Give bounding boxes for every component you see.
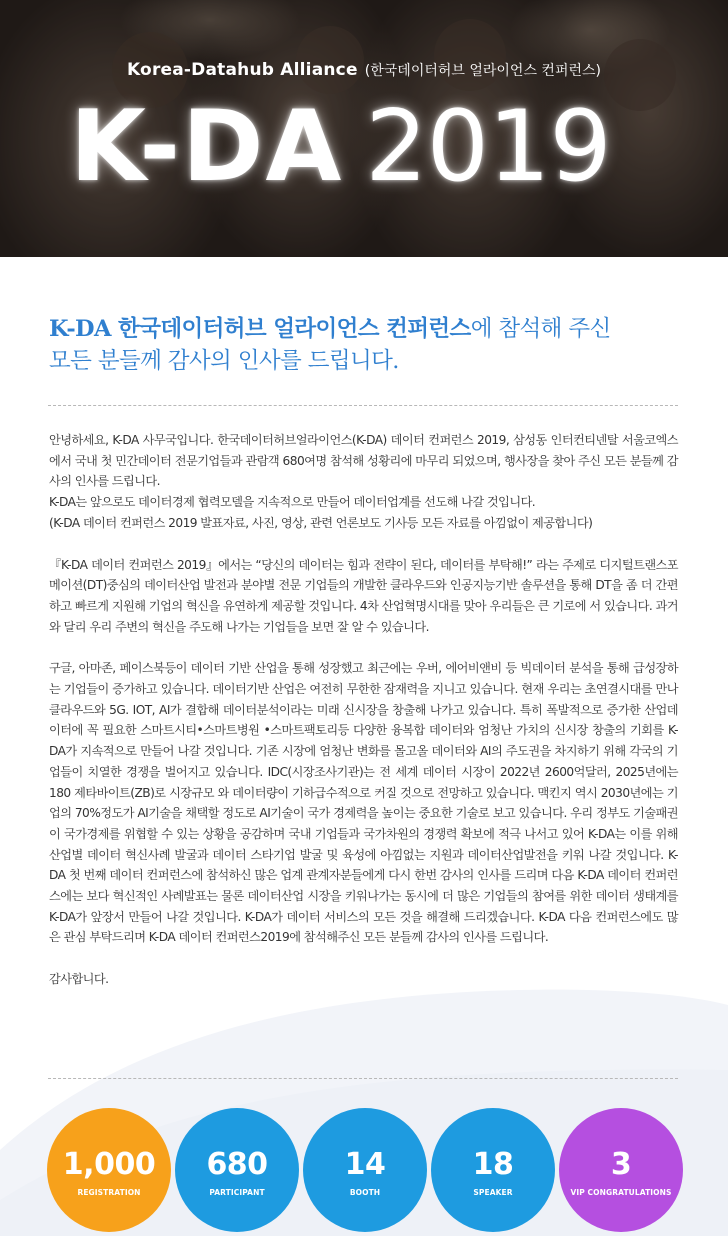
stat-value: 14 — [344, 1147, 386, 1182]
stat-value: 1,000 — [62, 1147, 156, 1182]
heading-line2: 모든 분들께 감사의 인사를 드립니다. — [49, 348, 399, 374]
paragraph-theme: 『K-DA 데이터 컨퍼런스 2019』에서는 “당신의 데이터는 힘과 전략이 된다, 데이터를 부탁해!” 라는 주제로 디지털트랜스포메이션(DT)중심의 데이터산업 발전과 분야별 전문 기업들의 개발한 클라우드와 인공지능기반 솔루션을 통해 DT을 좀 더 간편하고 빠르게 지원해 기업의 혁신을 유연하게 제공할 것입니다. 4차 산업혁명시대를 맞아 우리들은 큰 기로에 서 있습니다. 과거와 달리 우리 주변의 혁신을 주도해 나가는 기업들을 보면 잘 알 수 있습니다. — [49, 557, 678, 634]
stat-label: PARTICIPANT — [209, 1188, 265, 1197]
stat-value: 3 — [610, 1147, 632, 1182]
heading-line1-rest: 에 참석해 주신 — [470, 316, 611, 342]
divider-bottom — [48, 1078, 678, 1079]
hero-title — [70, 92, 611, 202]
stat-booth — [303, 1108, 427, 1232]
paragraph-intro: 안녕하세요, K-DA 사무국입니다. 한국데이터허브얼라이언스(K-DA) 데이터 컨퍼런스 2019, 삼성동 인터컨티넨탈 서울코엑스 에서 국내 첫 민간데이터 전문기업들과 관람객 680여명 참석해 성황리에 마무리 되었으며, 행사장을 찾아 주신 모든 분들께 감사의 인사를 드립니다. — [49, 433, 678, 489]
hero-subtitle — [0, 60, 728, 80]
stats-row — [47, 1108, 687, 1232]
stat-participant — [175, 1108, 299, 1232]
stat-label: VIP CONGRATULATIONS — [570, 1188, 672, 1197]
stat-value: 680 — [206, 1147, 268, 1182]
paragraph-intro-3: (K-DA 데이터 컨퍼런스 2019 발표자료, 사진, 영상, 관련 언론보도 기사등 모든 자료를 아낌없이 제공합니다) — [49, 515, 593, 530]
stat-speaker — [431, 1108, 555, 1232]
hero-subtitle-english: Korea-Datahub Alliance — [126, 60, 358, 80]
stat-vip-congratulations — [559, 1108, 683, 1232]
hero-subtitle-korean: (한국데이터허브 얼라이언스 컨퍼런스) — [364, 63, 601, 79]
heading-line1-bold: K-DA 한국데이터허브 얼라이언스 컨퍼런스 — [49, 316, 471, 342]
page-heading — [49, 313, 689, 377]
letter-body — [49, 430, 678, 990]
stat-label: REGISTRATION — [77, 1188, 141, 1197]
paragraph-intro-2: K-DA는 앞으로도 데이터경제 협력모델을 지속적으로 만들어 데이터업계를 선도해 나갈 것입니다. — [49, 495, 536, 510]
stat-label: BOOTH — [349, 1188, 381, 1197]
stat-label: SPEAKER — [473, 1188, 513, 1197]
paragraph-market: 구글, 아마존, 페이스북등이 데이터 기반 산업을 통해 성장했고 최근에는 우버, 에어비앤비 등 빅데이터 분석을 통해 급성장하는 기업들이 증가하고 있습니다. 데이터기반 산업은 여전히 무한한 잠재력을 지니고 있습니다. 현재 우리는 초연결시대를 만나 클라우드와 5G. IOT, AI가 결합해 데이터분석이라는 미래 신시장을 창출해 나가고 있습니다. 특히 폭발적으로 증가한 산업데이터에 꼭 필요한 스마트시티•스마트병원 •스마트팩토리등 다양한 융복합 데이터와 엄청난 가치의 신시장 창출의 기회를 K-DA가 지속적으로 만들어 나갈 것입니다. 기존 시장에 엄청난 변화를 몰고올 데이터와 AI의 주도권을 차지하기 위해 각국의 기업들이 치열한 경쟁을 벌어지고 있습니다. IDC(시장조사기관)는 전 세계 데이터 시장이 2022년 2600억달러, 2025년에는 180 제타바이트(ZB)로 시장규모 와 데이터량이 기하급수적으로 커질 것으로 전망하고 있습니다. 맥킨지 역시 2030년에는 기업의 70%정도가 AI기술을 채택할 정도로 AI기술이 국가 경제력을 높이는 중요한 기술로 보고 있습니다. 우리 정부도 기술패권이 국가경제를 위협할 수 있는 상황을 공감하며 국내 기업들과 국가차원의 경쟁력 확보에 적극 나서고 있어 K-DA는 이를 위해 산업별 데이터 혁신사례 발굴과 데이터 스타기업 발굴 및 육성에 아낌없는 지원과 데이터산업발전을 키워 나갈 것입니다. K-DA 첫 번째 데이터 컨퍼런스에 참석하신 많은 업계 관계자분들에게 다시 한번 감사의 인사를 드리며 다음 K-DA 데이터 컨퍼런스에는 보다 혁신적인 사례발표는 물론 데이터산업 시장을 키워나가는 동시에 더 많은 기업들의 참여를 위한 데이터 생태계를 K-DA가 앞장서 만들어 나갈 것입니다. K-DA가 데이터 서비스의 모든 것을 해결해 드리겠습니다. K-DA 다음 컨퍼런스에도 많은 관심 부탁드리며 K-DA 데이터 컨퍼런스2019에 참석해주신 모든 분들께 감사의 인사를 드립니다. — [49, 661, 678, 945]
divider-top — [48, 405, 678, 406]
paragraph-closing: 감사합니다. — [49, 972, 109, 987]
stat-registration — [47, 1108, 171, 1232]
stat-value: 18 — [472, 1147, 514, 1182]
hero-title-kda: K-DA — [70, 90, 344, 204]
hero-banner — [0, 0, 728, 257]
hero-title-year: 2019 — [365, 90, 611, 204]
